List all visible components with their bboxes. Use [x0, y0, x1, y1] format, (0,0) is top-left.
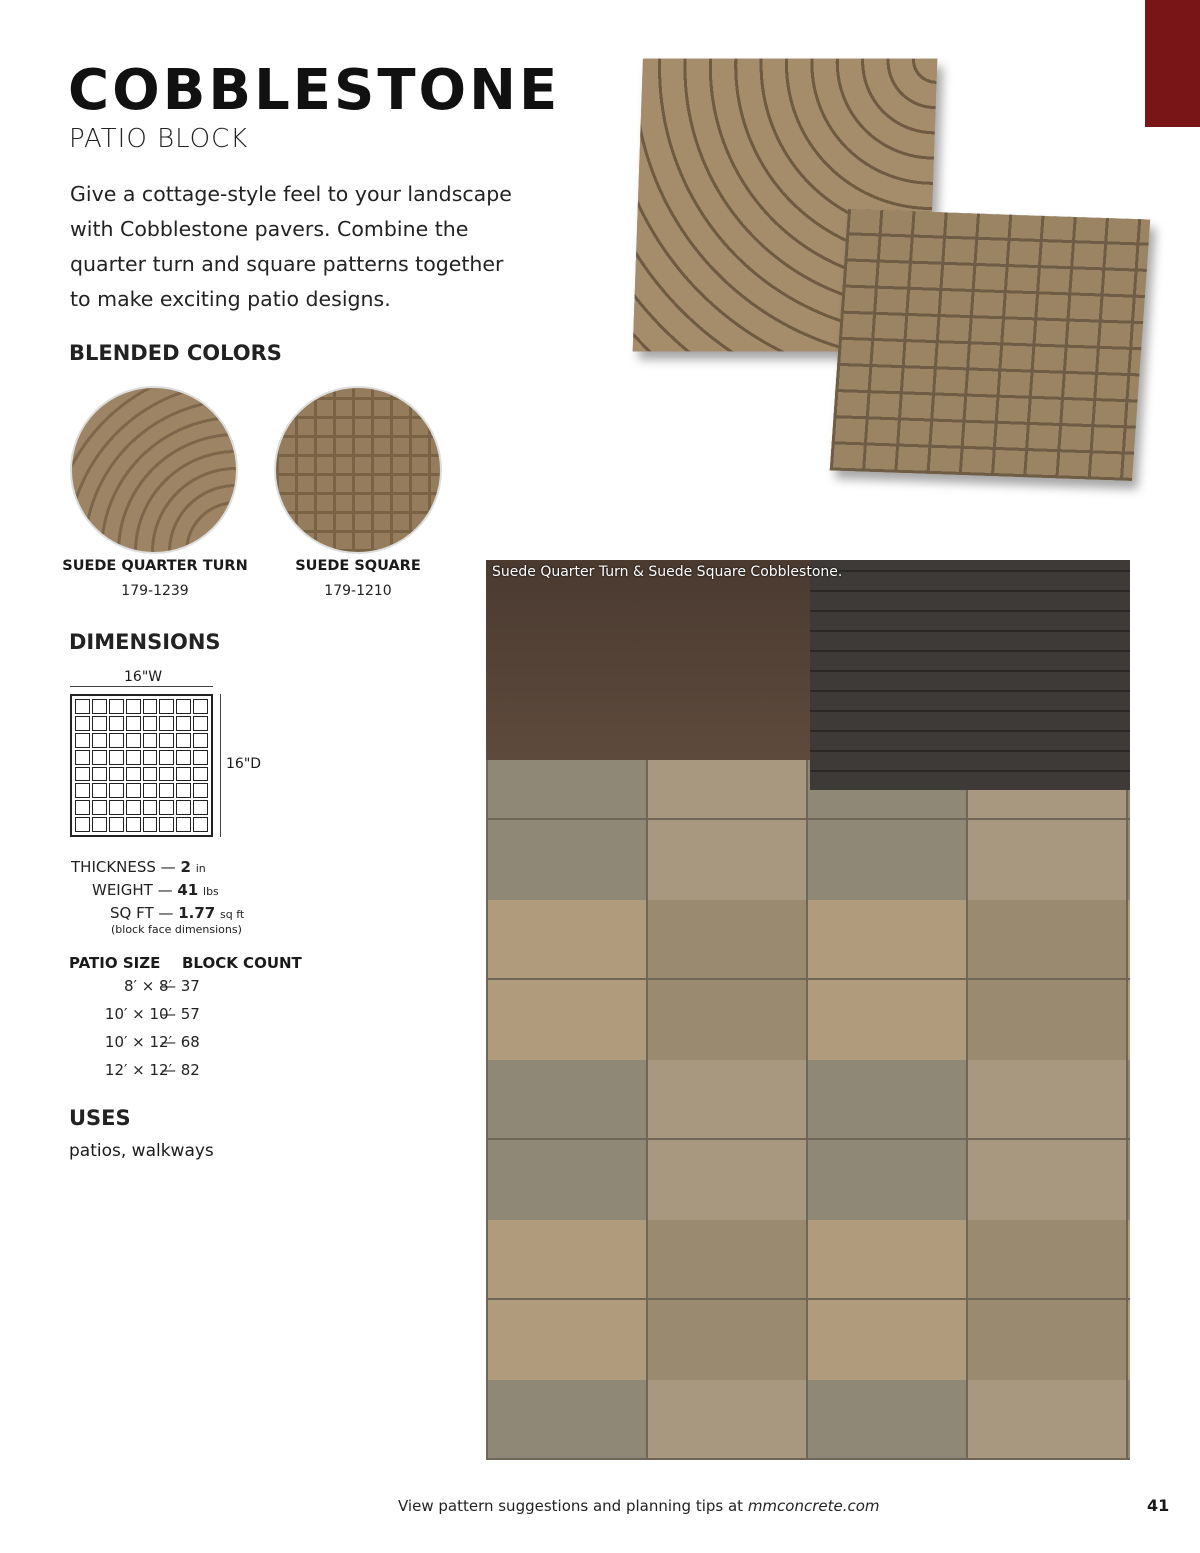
grid-cell: [143, 750, 158, 765]
depth-line: [220, 694, 221, 837]
grid-cell: [159, 767, 174, 782]
swatch-suede-quarter-turn: [70, 386, 238, 554]
grid-cell: [92, 800, 107, 815]
grid-cell: [126, 750, 141, 765]
grid-cell: [176, 800, 191, 815]
swatch-name: SUEDE QUARTER TURN: [62, 558, 248, 574]
grid-cell: [109, 783, 124, 798]
grid-cell: [126, 699, 141, 714]
grid-cell: [75, 783, 90, 798]
grid-cell: [126, 783, 141, 798]
grid-cell: [176, 767, 191, 782]
grid-cell: [126, 733, 141, 748]
patio-size-header: PATIO SIZE: [69, 954, 161, 972]
grid-cell: [92, 716, 107, 731]
grid-cell: [109, 767, 124, 782]
grid-cell: [176, 783, 191, 798]
website-link[interactable]: mmconcrete.com: [747, 1497, 880, 1515]
grid-cell: [92, 699, 107, 714]
grid-cell: [126, 817, 141, 832]
grid-cell: [126, 800, 141, 815]
grid-cell: [159, 733, 174, 748]
footer-text: View pattern suggestions and planning tips at mmconcrete.com: [398, 1497, 880, 1515]
grid-cell: [159, 716, 174, 731]
grid-cell: [193, 817, 208, 832]
grid-cell: [75, 716, 90, 731]
grid-cell: [159, 817, 174, 832]
grid-cell: [75, 733, 90, 748]
grid-cell: [143, 733, 158, 748]
grid-cell: [143, 767, 158, 782]
square-block-image: [830, 209, 1151, 481]
dimensions-heading: DIMENSIONS: [69, 630, 221, 654]
grid-cell: [92, 767, 107, 782]
swatch-code: 179-1239: [121, 583, 189, 599]
uses-heading: USES: [69, 1106, 131, 1130]
page-title: COBBLESTONE: [68, 58, 561, 123]
block-count: — 57: [161, 1005, 200, 1023]
thickness-spec: THICKNESS — 2 in: [71, 858, 206, 876]
grid-cell: [193, 716, 208, 731]
grid-cell: [109, 716, 124, 731]
patio-floor: [486, 740, 1130, 1460]
grid-cell: [176, 733, 191, 748]
patio-photo: [486, 560, 1130, 1460]
dimension-diagram: [70, 694, 213, 837]
patio-size: 8′ × 8′: [123, 977, 172, 995]
depth-label: 16"D: [226, 756, 262, 772]
block-count-header: BLOCK COUNT: [182, 954, 302, 972]
grid-cell: [143, 699, 158, 714]
grid-cell: [75, 800, 90, 815]
section-tab: [1145, 0, 1200, 127]
grid-cell: [159, 783, 174, 798]
sqft-spec: SQ FT — 1.77 sq ft: [110, 904, 245, 922]
grid-cell: [75, 817, 90, 832]
grid-cell: [109, 699, 124, 714]
grid-cell: [75, 699, 90, 714]
blended-colors-heading: BLENDED COLORS: [69, 341, 282, 365]
grid-cell: [92, 750, 107, 765]
weight-spec: WEIGHT — 41 lbs: [92, 881, 219, 899]
grid-cell: [159, 699, 174, 714]
grid-cell: [176, 716, 191, 731]
grid-cell: [193, 767, 208, 782]
sqft-note: (block face dimensions): [111, 923, 242, 936]
product-description: Give a cottage-style feel to your landscape with Cobblestone pavers. Combine the quarter turn and square patterns together to make exciting patio designs.: [70, 182, 512, 311]
patio-size: 10′ × 12′: [104, 1033, 172, 1051]
swatch-name: SUEDE SQUARE: [295, 558, 421, 574]
patio-size: 12′ × 12′: [104, 1061, 172, 1079]
grid-cell: [143, 783, 158, 798]
uses-text: patios, walkways: [69, 1141, 214, 1161]
grid-cell: [75, 767, 90, 782]
grid-cell: [143, 817, 158, 832]
page-subtitle: PATIO BLOCK: [69, 124, 249, 154]
grid-cell: [159, 750, 174, 765]
block-count: — 68: [161, 1033, 200, 1051]
grid-cell: [109, 750, 124, 765]
grid-cell: [75, 750, 90, 765]
grid-cell: [193, 783, 208, 798]
grid-cell: [92, 783, 107, 798]
grid-cell: [176, 750, 191, 765]
page-number: 41: [1147, 1496, 1170, 1515]
grid-cell: [92, 817, 107, 832]
width-line: [70, 686, 213, 687]
block-count: — 37: [161, 977, 200, 995]
grid-cell: [159, 800, 174, 815]
patio-size: 10′ × 10′: [104, 1005, 172, 1023]
grid-cell: [176, 699, 191, 714]
retaining-wall: [810, 560, 1130, 790]
grid-cell: [126, 716, 141, 731]
photo-caption: Suede Quarter Turn & Suede Square Cobblestone.: [492, 564, 843, 580]
swatch-suede-square: [274, 386, 442, 554]
grid-cell: [193, 699, 208, 714]
grid-cell: [126, 767, 141, 782]
swatch-code: 179-1210: [324, 583, 392, 599]
grid-cell: [109, 800, 124, 815]
grid-cell: [109, 817, 124, 832]
grid-cell: [143, 716, 158, 731]
grid-cell: [92, 733, 107, 748]
width-label: 16"W: [124, 669, 163, 685]
grid-cell: [193, 750, 208, 765]
grid-cell: [193, 733, 208, 748]
grid-cell: [176, 817, 191, 832]
block-count: — 82: [161, 1061, 200, 1079]
grid-cell: [109, 733, 124, 748]
grid-cell: [193, 800, 208, 815]
grid-cell: [143, 800, 158, 815]
